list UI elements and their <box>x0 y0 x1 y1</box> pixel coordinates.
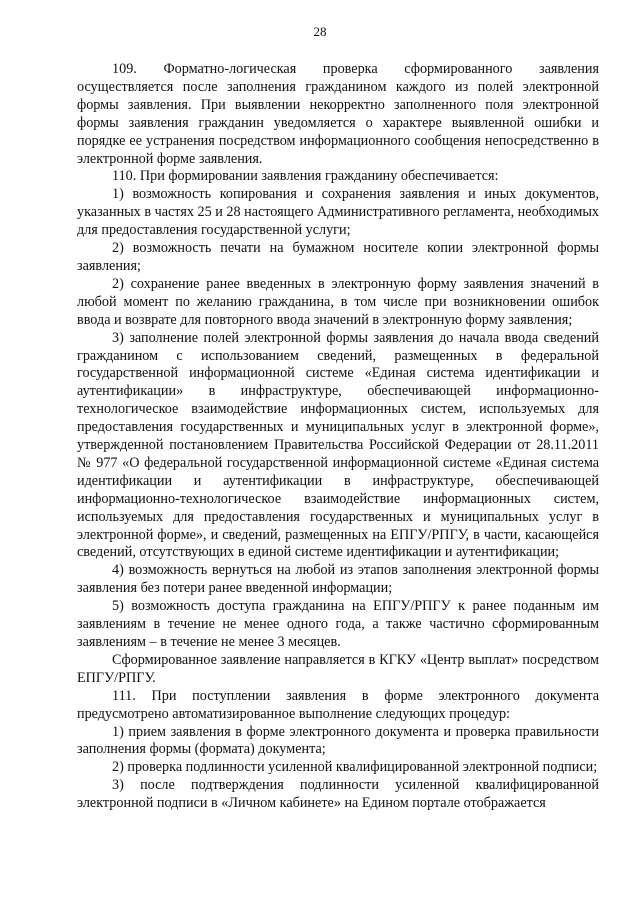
list-item: 2) сохранение ранее введенных в электронную форму заявления значений в любой момент по желанию гражданина, в том числе при возникновении ошибок ввода и возврате для повторного ввода значений в электронную форму заявления; <box>77 275 599 328</box>
list-item: 3) после подтверждения подлинности усиленной квалифицированной электронной подписи в «Личном кабинете» на Едином портале отображается <box>77 777 599 812</box>
list-item: 1) возможность копирования и сохранения заявления и иных документов, указанных в частях 25 и 28 настоящего Административного регламента, необходимых для предоставления государственной услуги; <box>77 186 599 239</box>
paragraph-110: 110. При формировании заявления гражданину обеспечивается: <box>112 168 499 185</box>
list-item: 4) возможность вернуться на любой из этапов заполнения электронной формы заявления без потери ранее введенной информации; <box>77 562 599 597</box>
list-item: 5) возможность доступа гражданина на ЕПГУ/РПГУ к ранее поданным им заявлениям в течение не менее одного года, а также частично сформированным заявлениям – в течение не менее 3 месяцев. <box>77 598 599 650</box>
page-number: 28 <box>313 24 327 39</box>
list-item: 3) заполнение полей электронной формы заявления до начала ввода сведений гражданином с использованием сведений, размещенных в федеральной государственной информационной системе «Единая система идентификации и аутентификации» в инфраструктуре, обеспечивающей информационно-технологическое взаимодействие информационных систем, используемых для предоставления государственных и муниципальных услуг в электронной форме», утвержденной постановлением Правительства Российской Федерации от 28.11.2011 № 977 «О федеральной государственной информационной системе «Единая система идентификации и аутентификации в инфраструктуре, обеспечивающей информационно-технологическое взаимодействие информационных систем, используемых для предоставления государственных и муниципальных услуг в электронной форме», и сведений, размещенных на ЕПГУ/РПГУ, в части, касающейся сведений, отсутствующих в единой системе идентификации и аутентификации; <box>77 329 599 561</box>
list-item: 2) проверка подлинности усиленной квалифицированной электронной подписи; <box>112 759 598 776</box>
document-body <box>77 61 599 813</box>
list-item: 2) возможность печати на бумажном носителе копии электронной формы заявления; <box>77 240 599 274</box>
paragraph-111: 111. При поступлении заявления в форме электронного документа предусмотрено автоматизированное выполнение следующих процедур: <box>77 687 599 722</box>
paragraph: Сформированное заявление направляется в КГКУ «Центр выплат» посредством ЕПГУ/РПГУ. <box>77 651 599 686</box>
list-item: 1) прием заявления в форме электронного документа и проверка правильности заполнения формы (формата) документа; <box>77 723 599 758</box>
paragraph-109: 109. Форматно-логическая проверка сформированного заявления осуществляется после заполнения гражданином каждого из полей электронной формы заявления. При выявлении некорректно заполненного поля электронной формы заявления гражданин уведомляется о характере выявленной ошибки и порядке ее устранения посредством информационного сообщения непосредственно в электронной форме заявления. <box>77 61 599 167</box>
